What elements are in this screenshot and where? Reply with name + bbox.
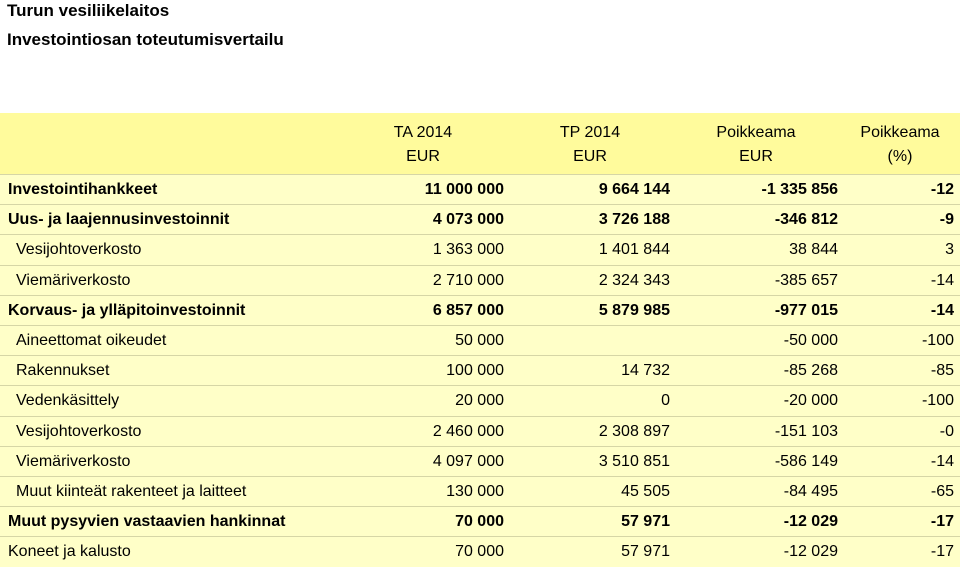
table-row bbox=[0, 174, 960, 204]
table-row bbox=[0, 506, 960, 536]
cell-poikkeama-eur: -20 000 bbox=[783, 392, 838, 410]
column-header-poikkeama-eur: Poikkeama EUR bbox=[716, 124, 796, 165]
table-header bbox=[0, 113, 960, 174]
cell-poikkeama-eur: 38 844 bbox=[789, 241, 838, 259]
cell-poikkeama-pct: -17 bbox=[930, 543, 954, 561]
cell-poikkeama-eur: -151 103 bbox=[774, 422, 838, 440]
cell-poikkeama-eur: -84 495 bbox=[783, 483, 838, 500]
table-row bbox=[0, 265, 960, 295]
cell-poikkeama-pct: 3 bbox=[945, 241, 954, 259]
cell-poikkeama-pct: -17 bbox=[930, 513, 954, 531]
cell-poikkeama-pct: -14 bbox=[930, 301, 954, 319]
table-row bbox=[0, 325, 960, 355]
cell-tp-2014: 0 bbox=[661, 392, 670, 410]
cell-ta-2014: 50 000 bbox=[455, 332, 504, 349]
column-header-tp-2014: TP 2014 EUR bbox=[559, 124, 621, 165]
cell-tp-2014: 57 971 bbox=[621, 513, 670, 531]
cell-tp-2014: 2 324 343 bbox=[598, 271, 670, 289]
table-row bbox=[0, 204, 960, 234]
table-row bbox=[0, 476, 960, 506]
cell-poikkeama-pct: -9 bbox=[939, 211, 954, 229]
row-label: Aineettomat oikeudet bbox=[16, 332, 167, 349]
cell-tp-2014: 5 879 985 bbox=[598, 301, 670, 319]
row-label: Muut kiinteät rakenteet ja laitteet bbox=[16, 483, 247, 500]
row-label: Koneet ja kalusto bbox=[8, 543, 131, 561]
table-row bbox=[0, 295, 960, 325]
row-label: Korvaus- ja ylläpitoinvestoinnit bbox=[8, 301, 246, 319]
cell-ta-2014: 130 000 bbox=[446, 483, 504, 500]
cell-tp-2014: 45 505 bbox=[621, 483, 670, 500]
cell-tp-2014: 2 308 897 bbox=[598, 422, 670, 440]
table-row bbox=[0, 355, 960, 385]
cell-ta-2014: 2 460 000 bbox=[432, 422, 504, 440]
cell-poikkeama-eur: -12 029 bbox=[783, 543, 838, 561]
row-label: Uus- ja laajennusinvestoinnit bbox=[8, 211, 230, 229]
column-header-poikkeama-pct: Poikkeama (%) bbox=[860, 124, 940, 165]
cell-ta-2014: 6 857 000 bbox=[432, 301, 504, 319]
cell-ta-2014: 2 710 000 bbox=[432, 271, 504, 289]
cell-poikkeama-pct: -0 bbox=[939, 422, 954, 440]
row-label: Rakennukset bbox=[16, 362, 110, 380]
row-label: Viemäriverkosto bbox=[16, 452, 131, 470]
cell-poikkeama-pct: -100 bbox=[921, 392, 954, 410]
cell-poikkeama-pct: -12 bbox=[930, 181, 954, 198]
row-label: Investointihankkeet bbox=[8, 181, 158, 198]
cell-ta-2014: 4 073 000 bbox=[432, 211, 504, 229]
cell-poikkeama-pct: -65 bbox=[930, 483, 954, 500]
cell-poikkeama-pct: -14 bbox=[930, 271, 954, 289]
table-row bbox=[0, 234, 960, 264]
table-row bbox=[0, 536, 960, 566]
cell-poikkeama-eur: -85 268 bbox=[783, 362, 838, 380]
cell-poikkeama-pct: -85 bbox=[930, 362, 954, 380]
cell-poikkeama-eur: -12 029 bbox=[783, 513, 838, 531]
cell-ta-2014: 70 000 bbox=[455, 543, 504, 561]
cell-ta-2014: 11 000 000 bbox=[424, 181, 504, 198]
row-label: Viemäriverkosto bbox=[16, 271, 131, 289]
cell-poikkeama-pct: -100 bbox=[921, 332, 954, 349]
cell-ta-2014: 1 363 000 bbox=[432, 241, 504, 259]
row-label: Muut pysyvien vastaavien hankinnat bbox=[8, 513, 286, 531]
table-row bbox=[0, 385, 960, 415]
cell-tp-2014: 57 971 bbox=[621, 543, 670, 561]
table-row bbox=[0, 416, 960, 446]
page-title: Turun vesiliikelaitos bbox=[7, 1, 170, 20]
cell-poikkeama-pct: -14 bbox=[930, 452, 954, 470]
cell-tp-2014: 9 664 144 bbox=[598, 181, 670, 198]
table-row bbox=[0, 446, 960, 476]
cell-ta-2014: 100 000 bbox=[446, 362, 504, 380]
row-label: Vesijohtoverkosto bbox=[16, 422, 142, 440]
cell-poikkeama-eur: -586 149 bbox=[774, 452, 838, 470]
cell-poikkeama-eur: -1 335 856 bbox=[761, 181, 838, 198]
cell-poikkeama-eur: -50 000 bbox=[783, 332, 838, 349]
cell-ta-2014: 4 097 000 bbox=[432, 452, 504, 470]
cell-ta-2014: 70 000 bbox=[455, 513, 504, 531]
row-label: Vedenkäsittely bbox=[16, 392, 120, 410]
column-header-ta-2014: TA 2014 EUR bbox=[393, 124, 453, 165]
cell-tp-2014: 3 510 851 bbox=[598, 452, 670, 470]
cell-ta-2014: 20 000 bbox=[455, 392, 504, 410]
cell-tp-2014: 1 401 844 bbox=[598, 241, 670, 259]
investment-table bbox=[0, 113, 960, 567]
cell-tp-2014: 3 726 188 bbox=[598, 211, 670, 229]
cell-poikkeama-eur: -346 812 bbox=[774, 211, 838, 229]
cell-poikkeama-eur: -385 657 bbox=[774, 271, 838, 289]
row-label: Vesijohtoverkosto bbox=[16, 241, 142, 259]
cell-tp-2014: 14 732 bbox=[621, 362, 670, 380]
cell-poikkeama-eur: -977 015 bbox=[774, 301, 838, 319]
page-subtitle: Investointiosan toteutumisvertailu bbox=[7, 30, 284, 49]
